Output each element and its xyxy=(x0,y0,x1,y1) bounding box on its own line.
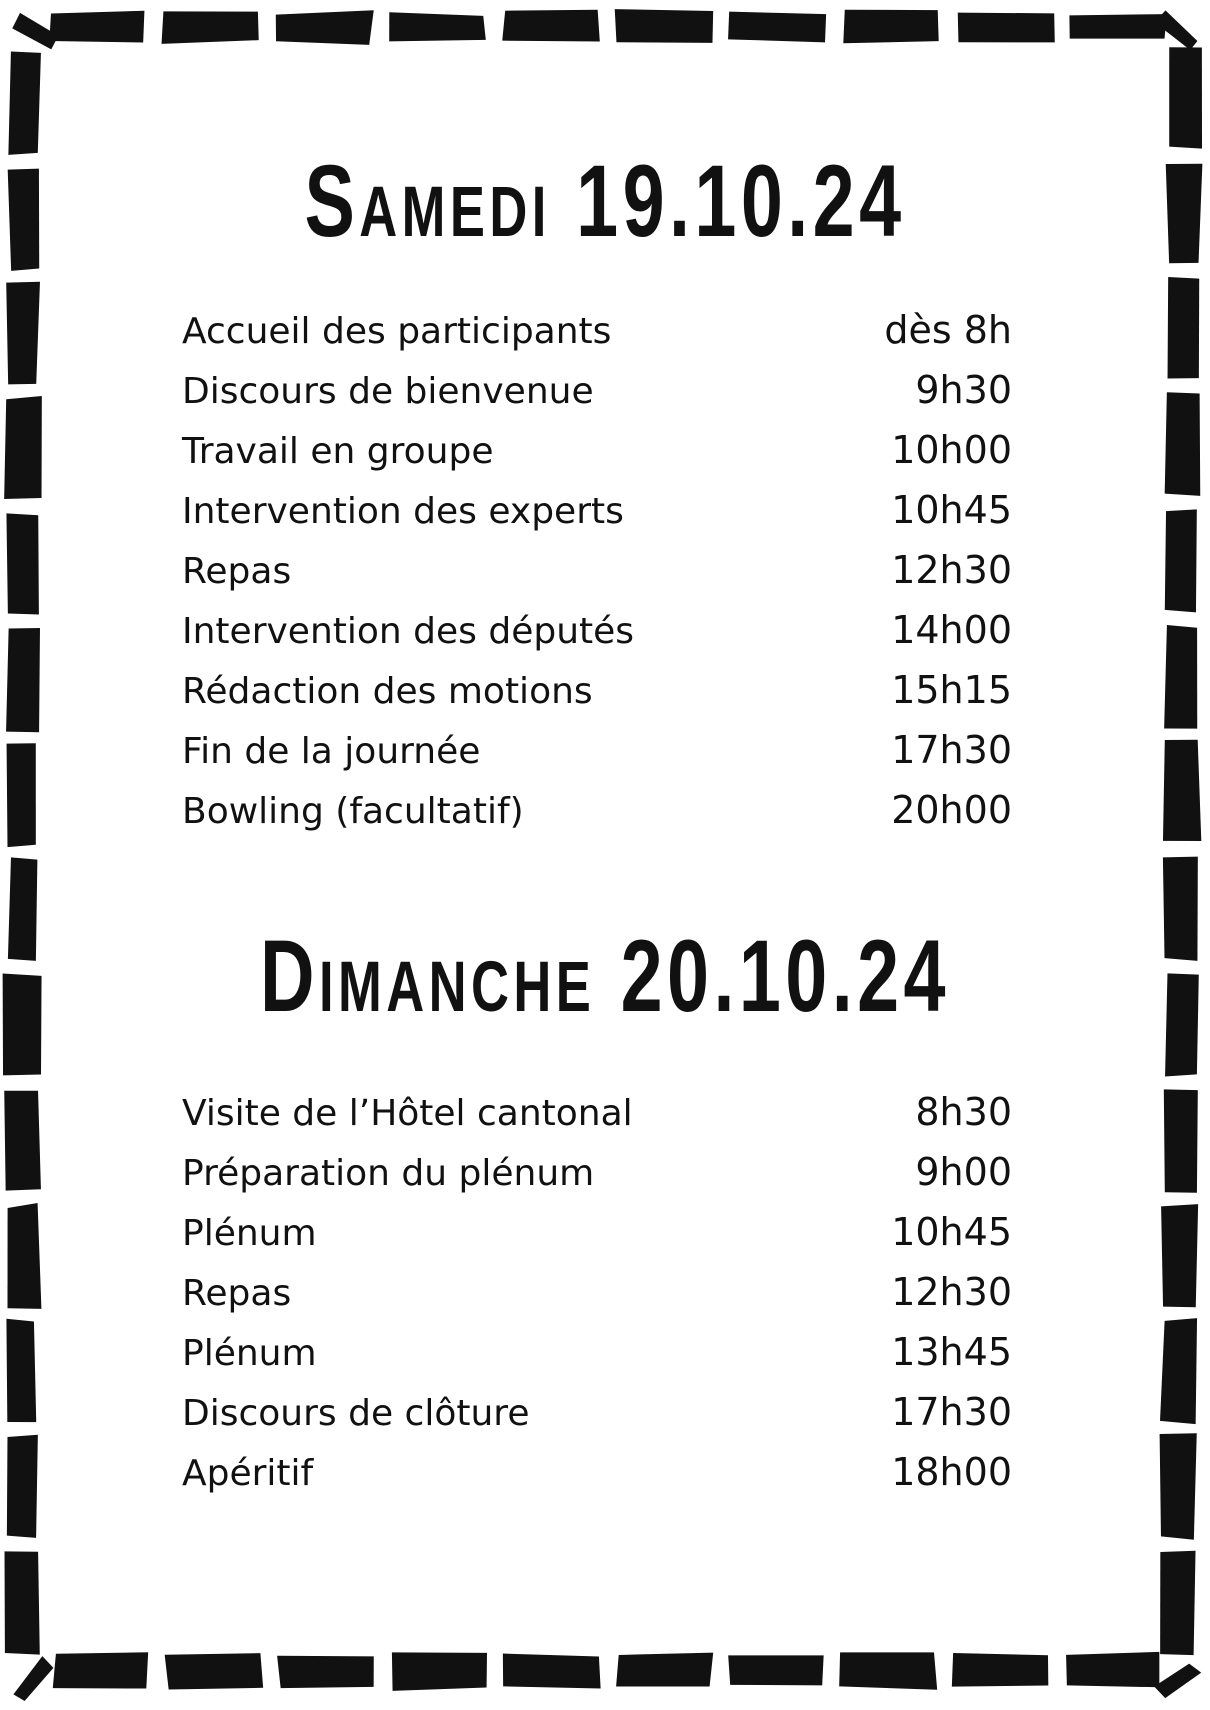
time-label: 17h30 xyxy=(891,728,1012,772)
border-dash xyxy=(1168,277,1200,379)
activity-label: Visite de l’Hôtel cantonal xyxy=(182,1093,633,1134)
day-title-sunday: Dimanche 20.10.24 xyxy=(260,919,950,1033)
activity-label: Repas xyxy=(182,551,292,592)
border-dash xyxy=(7,743,36,847)
schedule-row xyxy=(182,1322,1012,1382)
border-dash xyxy=(958,13,1055,43)
border-dash xyxy=(13,1656,53,1701)
border-dash xyxy=(49,11,144,43)
border-dash xyxy=(6,628,40,732)
time-label: 10h00 xyxy=(891,428,1012,472)
border-dash xyxy=(1154,1664,1201,1698)
border-dash xyxy=(6,1319,36,1422)
border-dash xyxy=(162,11,259,43)
activity-label: Intervention des députés xyxy=(182,611,635,652)
activity-label: Discours de clôture xyxy=(182,1393,530,1434)
time-label: 20h00 xyxy=(891,788,1012,832)
activity-label: Fin de la journée xyxy=(182,731,481,772)
border-dash xyxy=(503,1654,601,1689)
time-label: 17h30 xyxy=(891,1390,1012,1434)
border-dash xyxy=(3,973,42,1075)
border-dash xyxy=(8,51,41,154)
schedule-row xyxy=(182,780,1012,840)
border-dash xyxy=(1161,1204,1198,1307)
border-dash xyxy=(1169,47,1202,148)
time-label: 13h45 xyxy=(891,1330,1012,1374)
time-label: dès 8h xyxy=(884,308,1012,352)
border-dash xyxy=(728,1655,823,1685)
border-dash xyxy=(53,1652,148,1688)
schedule-row xyxy=(182,300,1012,360)
schedule-row xyxy=(182,600,1012,660)
activity-label: Bowling (facultatif) xyxy=(182,791,524,832)
activity-label: Apéritif xyxy=(182,1453,314,1494)
schedule-saturday xyxy=(182,300,1012,840)
border-dash xyxy=(8,169,40,271)
activity-label: Discours de bienvenue xyxy=(182,371,594,412)
day-title-saturday: Samedi 19.10.24 xyxy=(304,144,906,258)
schedule-row xyxy=(182,1202,1012,1262)
border-dash xyxy=(1164,1089,1198,1192)
border-dash xyxy=(502,10,600,42)
border-dash xyxy=(839,1652,937,1689)
time-label: 14h00 xyxy=(891,608,1012,652)
schedule-row xyxy=(182,360,1012,420)
border-dash xyxy=(728,12,826,43)
border-dash xyxy=(8,857,37,961)
time-label: 12h30 xyxy=(891,1270,1012,1314)
border-dash xyxy=(277,1656,374,1688)
activity-label: Plénum xyxy=(182,1333,317,1374)
border-dash xyxy=(1069,14,1166,38)
schedule-row xyxy=(182,1442,1012,1502)
schedule-row xyxy=(182,660,1012,720)
border-dash xyxy=(1166,164,1203,264)
border-dash xyxy=(276,10,374,45)
border-dash xyxy=(6,513,38,614)
border-dash xyxy=(952,1653,1048,1687)
border-dash xyxy=(616,1653,713,1687)
activity-label: Intervention des experts xyxy=(182,491,624,532)
border-dash xyxy=(615,9,713,43)
border-dash xyxy=(1165,392,1201,496)
border-dash xyxy=(389,12,486,41)
time-label: 8h30 xyxy=(915,1090,1012,1134)
activity-label: Accueil des participants xyxy=(182,311,612,352)
time-label: 12h30 xyxy=(891,548,1012,592)
border-dash xyxy=(1160,1551,1195,1655)
border-dash xyxy=(1164,625,1197,729)
border-dash xyxy=(165,1653,263,1689)
time-label: 9h00 xyxy=(915,1150,1012,1194)
activity-label: Rédaction des motions xyxy=(182,671,593,712)
border-dash xyxy=(4,396,42,499)
border-dash xyxy=(843,10,938,43)
time-label: 18h00 xyxy=(891,1450,1012,1494)
border-dash xyxy=(1066,1652,1159,1687)
time-label: 15h15 xyxy=(891,668,1012,712)
border-dash xyxy=(1163,740,1201,841)
schedule-row xyxy=(182,1142,1012,1202)
schedule-row xyxy=(182,1262,1012,1322)
schedule-row xyxy=(182,540,1012,600)
activity-label: Repas xyxy=(182,1273,292,1314)
border-dash xyxy=(1165,509,1197,612)
border-dash xyxy=(4,1091,41,1191)
border-dash xyxy=(7,1203,41,1309)
activity-label: Travail en groupe xyxy=(182,431,494,472)
schedule-row xyxy=(182,720,1012,780)
border-dash xyxy=(7,1435,38,1538)
schedule-row xyxy=(182,480,1012,540)
activity-label: Plénum xyxy=(182,1213,317,1254)
border-dash xyxy=(6,282,40,385)
border-dash xyxy=(5,1551,40,1654)
schedule-sunday xyxy=(182,1082,1012,1502)
time-label: 10h45 xyxy=(891,1210,1012,1254)
schedule-row xyxy=(182,1382,1012,1442)
time-label: 10h45 xyxy=(891,488,1012,532)
activity-label: Préparation du plénum xyxy=(182,1153,595,1194)
schedule-row xyxy=(182,420,1012,480)
border-dash xyxy=(1160,1318,1197,1424)
schedule-row xyxy=(182,1082,1012,1142)
border-dash xyxy=(1165,973,1199,1076)
border-dash xyxy=(1160,1433,1197,1539)
border-dash xyxy=(1163,857,1198,961)
time-label: 9h30 xyxy=(915,368,1012,412)
border-dash xyxy=(392,1652,487,1690)
